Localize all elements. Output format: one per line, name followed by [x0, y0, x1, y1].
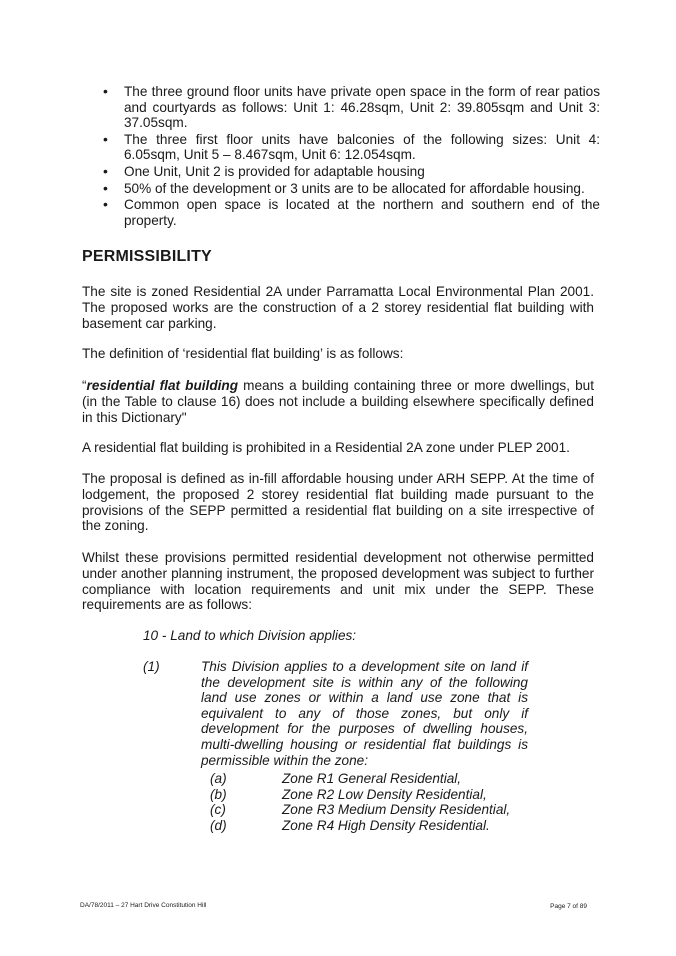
zone-label: (c) — [210, 802, 226, 817]
paragraph-location-requirements: Whilst these provisions permitted residential development not otherwise permitted under another planning instrument, the proposed development was subject to further compliance with location requirements and unit mix under the SEPP. These requirements are as follows: — [82, 550, 594, 613]
zone-text: Zone R1 General Residential, — [282, 771, 462, 786]
bullet-item-private-open-space: • The three ground floor units have private open space in the form of rear patios and courtyards as follows: Unit 1: 46.28sqm, Unit 2: 39.805sqm and Unit 3: 37.05sqm. — [100, 84, 600, 131]
footer-reference: DA/78/2011 – 27 Hart Drive Constitution Hill — [80, 902, 207, 909]
definition-term: residential flat building — [86, 378, 239, 393]
clause-text: This Division applies to a development site on land if the development site is within any of the following land use zones or within a land use zone that is equivalent to any of those zones, but only if development for the purposes of dwelling houses, multi-dwelling housing or residential flat buildings is permissible within the zone: — [201, 659, 528, 768]
bullet-item-balconies: • The three first floor units have balconies of the following sizes: Unit 4: 6.05sqm, Unit 5 – 8.467sqm, Unit 6: 12.054sqm. — [100, 132, 600, 163]
zone-item — [210, 818, 510, 834]
open-space-bullet-list — [100, 84, 600, 229]
paragraph-zoning: The site is zoned Residential 2A under Parramatta Local Environmental Plan 2001. The proposed works are the construction of a 2 storey residential flat building with basement car parking. — [82, 284, 594, 331]
paragraph-definition-intro: The definition of ‘residential flat building’ is as follows: — [82, 346, 404, 361]
zone-list — [210, 771, 510, 833]
zone-item — [210, 771, 510, 787]
zone-label: (a) — [210, 771, 227, 786]
zone-text: Zone R3 Medium Density Residential, — [282, 802, 511, 817]
clause-number: (1) — [143, 659, 160, 674]
paragraph-proposal: The proposal is defined as in-fill affordable housing under ARH SEPP. At the time of lodgement, the proposed 2 storey residential flat building made pursuant to the provisions of the SEPP permitted a residential flat building on a site irrespective of the zoning. — [82, 471, 594, 534]
zone-text: Zone R2 Low Density Residential, — [282, 786, 487, 802]
bullet-item-affordable-housing: • 50% of the development or 3 units are to be allocated for affordable housing. — [100, 181, 600, 197]
zone-item — [210, 787, 510, 803]
zone-label: (d) — [210, 817, 227, 833]
definition-open-quote: “ — [82, 378, 87, 393]
zone-text: Zone R4 High Density Residential. — [282, 817, 490, 833]
bullet-item-common-open-space: • Common open space is located at the northern and southern end of the property. — [100, 197, 600, 228]
paragraph-definition — [82, 378, 594, 425]
zone-item — [210, 802, 510, 818]
zone-label: (b) — [210, 786, 227, 802]
section-heading-permissibility: PERMISSIBILITY — [82, 248, 212, 265]
clause-heading: 10 - Land to which Division applies: — [143, 628, 357, 643]
bullet-item-adaptable-housing: • One Unit, Unit 2 is provided for adaptable housing — [100, 164, 600, 180]
footer-page-number: Page 7 of 89 — [550, 903, 587, 910]
definition-body: means a building containing three or more dwellings, but (in the Table to clause 16) does not include a building elsewhere specifically defined in this Dictionary" — [82, 378, 594, 425]
paragraph-prohibited: A residential flat building is prohibited in a Residential 2A zone under PLEP 2001. — [82, 440, 570, 455]
